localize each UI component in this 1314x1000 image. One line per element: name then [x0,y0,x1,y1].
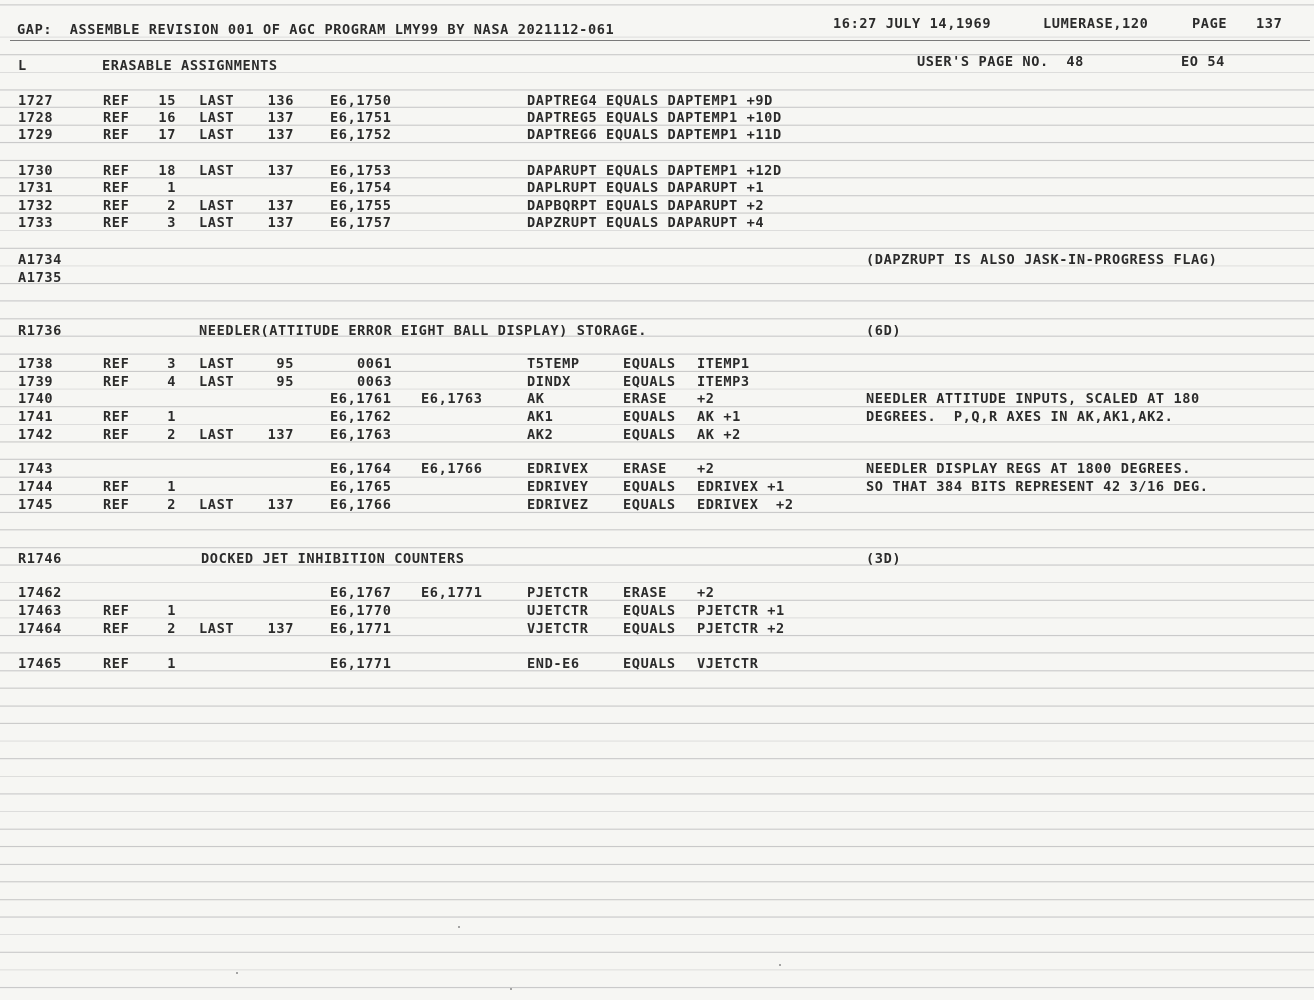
row-loc2: E6,1771 [421,585,483,601]
row-loc: E6,1761 [330,391,392,407]
row-no: 17463 [18,603,62,619]
row-rn: 2 [167,497,176,513]
row-comment: (3D) [866,551,902,567]
row-ref: REF [103,374,130,390]
row-rn: 1 [167,656,176,672]
row-ln: 137 [267,110,294,126]
row-last: LAST [199,621,235,637]
row-op: ERASE [623,391,667,407]
row-rn: 4 [167,374,176,390]
row-sym: DAPARUPT EQUALS DAPTEMP1 +12D [527,163,782,179]
row-sym: DAPTREG6 EQUALS DAPTEMP1 +11D [527,127,782,143]
row-operand: ITEMP3 [697,374,750,390]
row-operand: EDRIVEX +2 [697,497,794,513]
row-comment: NEEDLER ATTITUDE INPUTS, SCALED AT 180 [866,391,1200,407]
header-rule [10,40,1310,41]
row-ln: 95 [276,374,294,390]
row-ref: REF [103,215,130,231]
row-last: LAST [199,356,235,372]
row-no: 1738 [18,356,54,372]
row-no: A1735 [18,270,62,286]
row-ln: 137 [267,163,294,179]
row-loc: E6,1754 [330,180,392,196]
row-sym: DAPZRUPT EQUALS DAPARUPT +4 [527,215,765,231]
row-loc: E6,1771 [330,621,392,637]
header-page-number: 137 [1256,16,1283,32]
row-ln: 137 [267,198,294,214]
row-last: LAST [199,198,235,214]
row-sym: DAPLRUPT EQUALS DAPARUPT +1 [527,180,765,196]
row-sym: PJETCTR [527,585,589,601]
row-operand: ITEMP1 [697,356,750,372]
row-op: EQUALS [623,427,676,443]
row-rn: 1 [167,409,176,425]
row-op: EQUALS [623,497,676,513]
row-ref: REF [103,110,130,126]
row-no: 1741 [18,409,54,425]
row-last: LAST [199,110,235,126]
row-operand: PJETCTR +2 [697,621,785,637]
row-no: 1739 [18,374,54,390]
row-loc: E6,1770 [330,603,392,619]
row-rn: 1 [167,180,176,196]
row-op: EQUALS [623,409,676,425]
row-no: 1743 [18,461,54,477]
row-sym: DOCKED JET INHIBITION COUNTERS [201,551,465,567]
header-page-label: PAGE [1192,16,1228,32]
row-rn: 2 [167,621,176,637]
row-comment: SO THAT 384 BITS REPRESENT 42 3/16 DEG. [866,479,1209,495]
row-op: EQUALS [623,656,676,672]
row-ref: REF [103,427,130,443]
row-loc: 0061 [357,356,393,372]
row-ref: REF [103,198,130,214]
row-no: 1740 [18,391,54,407]
row-comment: DEGREES. P,Q,R AXES IN AK,AK1,AK2. [866,409,1174,425]
row-rn: 3 [167,356,176,372]
row-loc: E6,1750 [330,93,392,109]
row-sym: AK1 [527,409,554,425]
row-ref: REF [103,356,130,372]
row-loc: E6,1755 [330,198,392,214]
row-loc2: E6,1766 [421,461,483,477]
row-no: 1731 [18,180,54,196]
row-no: 1745 [18,497,54,513]
row-comment: NEEDLER DISPLAY REGS AT 1800 DEGREES. [866,461,1192,477]
paper-speck [779,964,781,966]
row-rn: 17 [158,127,176,143]
row-loc: E6,1765 [330,479,392,495]
paper-speck [236,972,238,974]
row-operand: +2 [697,461,715,477]
row-ref: REF [103,656,130,672]
row-sym: DAPBQRPT EQUALS DAPARUPT +2 [527,198,765,214]
row-op: EQUALS [623,479,676,495]
row-rn: 1 [167,479,176,495]
row-comment: (6D) [866,323,902,339]
row-op: EQUALS [623,356,676,372]
row-last: LAST [199,215,235,231]
row-no: R1746 [18,551,62,567]
row-sym: T5TEMP [527,356,580,372]
row-sym: EDRIVEY [527,479,589,495]
row-ln: 137 [267,215,294,231]
row-ref: REF [103,621,130,637]
header-timestamp: 16:27 JULY 14,1969 [833,16,992,32]
row-loc: E6,1767 [330,585,392,601]
row-rn: 16 [158,110,176,126]
row-no: 1729 [18,127,54,143]
row-ref: REF [103,603,130,619]
row-last: LAST [199,497,235,513]
paper-speck [510,988,512,990]
row-last: LAST [199,127,235,143]
row-last: LAST [199,93,235,109]
row-no: 1732 [18,198,54,214]
row-ref: REF [103,127,130,143]
row-sym: UJETCTR [527,603,589,619]
row-rn: 15 [158,93,176,109]
header-title: GAP: ASSEMBLE REVISION 001 OF AGC PROGRAM LMY99 BY NASA 2021112-061 [17,22,615,38]
row-ref: REF [103,409,130,425]
row-last: LAST [199,374,235,390]
row-ln: 95 [276,356,294,372]
subheader-eo: EO 54 [1181,54,1225,70]
row-ref: REF [103,180,130,196]
row-loc: E6,1762 [330,409,392,425]
row-no: 1730 [18,163,54,179]
row-operand: +2 [697,391,715,407]
row-loc: E6,1764 [330,461,392,477]
row-loc2: E6,1763 [421,391,483,407]
row-rn: 1 [167,603,176,619]
row-operand: VJETCTR [697,656,759,672]
row-ln: 136 [267,93,294,109]
row-sym: EDRIVEZ [527,497,589,513]
row-ref: REF [103,479,130,495]
row-operand: AK +2 [697,427,741,443]
row-comment: (DAPZRUPT IS ALSO JASK-IN-PROGRESS FLAG) [866,252,1218,268]
row-rn: 18 [158,163,176,179]
row-sym: VJETCTR [527,621,589,637]
row-no: R1736 [18,323,62,339]
row-op: EQUALS [623,621,676,637]
row-ref: REF [103,497,130,513]
row-no: 1728 [18,110,54,126]
row-sym: AK [527,391,545,407]
row-sym: EDRIVEX [527,461,589,477]
row-op: EQUALS [623,374,676,390]
row-loc: E6,1763 [330,427,392,443]
header-filename: LUMERASE,120 [1043,16,1149,32]
row-no: 1744 [18,479,54,495]
row-sym: NEEDLER(ATTITUDE ERROR EIGHT BALL DISPLAY) STORAGE. [199,323,647,339]
row-operand: +2 [697,585,715,601]
row-sym: DAPTREG5 EQUALS DAPTEMP1 +10D [527,110,782,126]
row-no: 17462 [18,585,62,601]
row-loc: E6,1766 [330,497,392,513]
row-last: LAST [199,427,235,443]
row-op: EQUALS [623,603,676,619]
row-ref: REF [103,93,130,109]
row-operand: AK +1 [697,409,741,425]
row-no: 1727 [18,93,54,109]
subheader-marker: L [18,58,27,74]
row-op: ERASE [623,585,667,601]
row-last: LAST [199,163,235,179]
row-sym: END-E6 [527,656,580,672]
row-ref: REF [103,163,130,179]
row-no: 1742 [18,427,54,443]
row-rn: 2 [167,427,176,443]
subheader-user-page: USER'S PAGE NO. 48 [917,54,1084,70]
row-loc: E6,1753 [330,163,392,179]
row-loc: 0063 [357,374,393,390]
row-operand: PJETCTR +1 [697,603,785,619]
row-no: 17464 [18,621,62,637]
row-rn: 3 [167,215,176,231]
row-ln: 137 [267,497,294,513]
row-no: 1733 [18,215,54,231]
row-ln: 137 [267,127,294,143]
row-sym: DINDX [527,374,571,390]
row-loc: E6,1771 [330,656,392,672]
row-sym: AK2 [527,427,554,443]
row-operand: EDRIVEX +1 [697,479,785,495]
row-ln: 137 [267,621,294,637]
row-ln: 137 [267,427,294,443]
subheader-section: ERASABLE ASSIGNMENTS [102,58,278,74]
row-op: ERASE [623,461,667,477]
row-no: 17465 [18,656,62,672]
row-rn: 2 [167,198,176,214]
row-loc: E6,1751 [330,110,392,126]
row-loc: E6,1757 [330,215,392,231]
row-loc: E6,1752 [330,127,392,143]
row-sym: DAPTREG4 EQUALS DAPTEMP1 +9D [527,93,773,109]
row-no: A1734 [18,252,62,268]
paper-speck [458,926,460,928]
